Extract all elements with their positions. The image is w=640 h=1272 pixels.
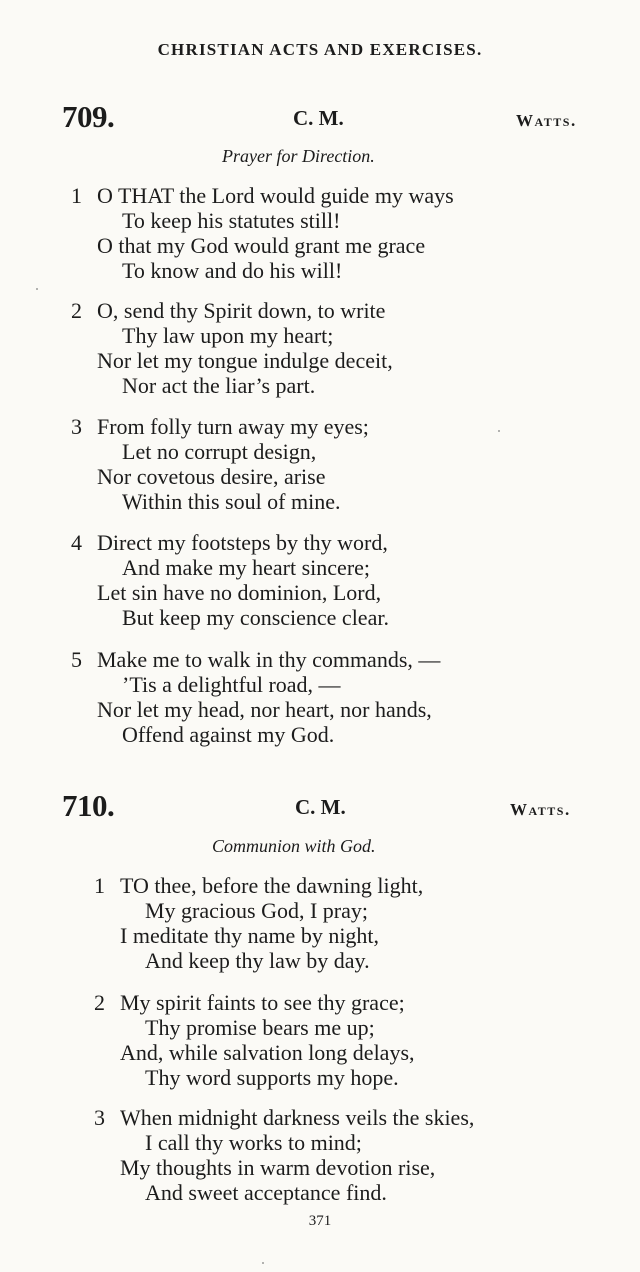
verse-line: My spirit faints to see thy grace;: [120, 990, 405, 1015]
verse-line: Let sin have no dominion, Lord,: [97, 580, 382, 605]
verse-line: I call thy works to mind;: [145, 1130, 362, 1155]
verse-line: Thy word supports my hope.: [145, 1065, 399, 1090]
verse-line: Thy law upon my heart;: [122, 323, 334, 348]
verse-line: O that my God would grant me grace: [97, 233, 426, 258]
verse-number: 1: [94, 873, 105, 898]
hymn-author: Watts.: [510, 800, 571, 819]
verse-line: Nor let my head, nor heart, nor hands,: [97, 697, 432, 722]
verse-line: From folly turn away my eyes;: [97, 414, 369, 439]
hymn-title: Prayer for Direction.: [222, 146, 375, 166]
verse-line: Direct my footsteps by thy word,: [97, 530, 388, 555]
verse-line: To know and do his will!: [122, 258, 343, 283]
verse-line: My gracious God, I pray;: [145, 898, 369, 923]
verse-number: 1: [71, 183, 82, 208]
verse-line: But keep my conscience clear.: [122, 605, 389, 630]
verse-line: Nor act the liar’s part.: [122, 373, 316, 398]
verse-line: To keep his statutes still!: [122, 208, 341, 233]
hymn-title: Communion with God.: [212, 836, 376, 856]
verse-number: 3: [71, 414, 82, 439]
verse-line: I meditate thy name by night,: [120, 923, 380, 948]
verse-line: And make my heart sincere;: [122, 555, 371, 580]
verse-line: Offend against my God.: [122, 722, 335, 747]
verse-line: TO thee, before the dawning light,: [120, 873, 424, 898]
verse-line: And keep thy law by day.: [145, 948, 370, 973]
verse-number: 2: [71, 298, 82, 323]
verse-line: When midnight darkness veils the skies,: [120, 1105, 475, 1130]
verse-line: Nor let my tongue indulge deceit,: [97, 348, 393, 373]
verse-line: And sweet acceptance find.: [145, 1180, 387, 1205]
verse-number: 3: [94, 1105, 105, 1130]
hymn-number: 709.: [62, 99, 115, 134]
hymn-author: Watts.: [516, 111, 577, 130]
verse-number: 2: [94, 990, 105, 1015]
verse-line: My thoughts in warm devotion rise,: [120, 1155, 436, 1180]
verse-line: Let no corrupt design,: [122, 439, 317, 464]
page-number: 371: [308, 1213, 332, 1229]
verse-line: ’Tis a delightful road, —: [122, 672, 341, 697]
verse-line: Make me to walk in thy commands, —: [97, 647, 441, 672]
verse-line: O THAT the Lord would guide my ways: [97, 183, 454, 208]
hymn-number: 710.: [62, 788, 115, 823]
verse-line: And, while salvation long delays,: [120, 1040, 415, 1065]
verse-number: 4: [71, 530, 82, 555]
running-head: CHRISTIAN ACTS AND EXERCISES.: [157, 40, 483, 59]
hymn-meter: C. M.: [293, 106, 344, 130]
verse-line: Within this soul of mine.: [122, 489, 341, 514]
verse-number: 5: [71, 647, 82, 672]
verse-line: Nor covetous desire, arise: [97, 464, 326, 489]
hymn-meter: C. M.: [295, 795, 346, 819]
verse-line: O, send thy Spirit down, to write: [97, 298, 386, 323]
verse-line: Thy promise bears me up;: [145, 1015, 375, 1040]
